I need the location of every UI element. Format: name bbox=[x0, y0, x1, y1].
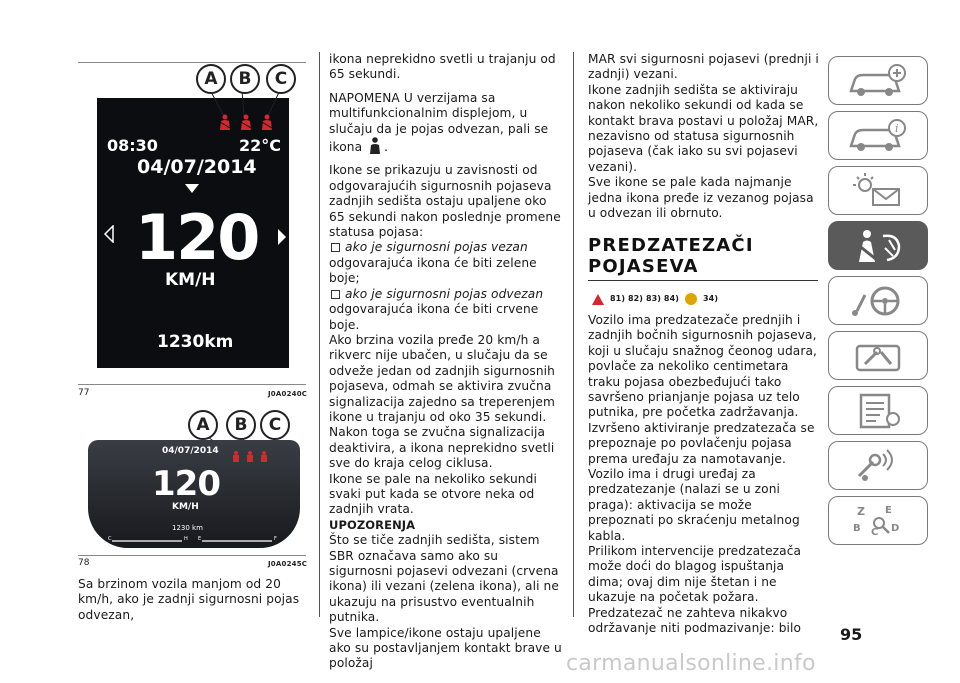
steering-wheel-icon bbox=[843, 281, 913, 321]
index-letter-z: Z bbox=[857, 504, 865, 518]
tab-emergency[interactable] bbox=[828, 331, 928, 380]
tab-multimedia[interactable] bbox=[828, 441, 928, 490]
figure-77-display bbox=[97, 98, 289, 368]
index-letter-b: B bbox=[853, 522, 861, 534]
col2-paragraph-4: Ako brzina vozila pređe 20 km/h a rikverc nije ubačen, u slučaju da se odveže jedan od zadnjih sigurnosnih pojaseva, odmah se aktivira zvučna signalizacija zajedno sa treperenjem ikone u trajanju od oko 35 sekundi. Nakon toga se zvučna signalizacija deaktivira, a ikona neprekidno svetli sve do kraja celog ciklusa. bbox=[329, 332, 555, 471]
col3-paragraph-8: Predzatezač ne zahteva nikakvo održavanje niti podmazivanje: bilo bbox=[588, 605, 802, 635]
bullet-square-icon bbox=[331, 290, 340, 299]
danger-triangle-icon bbox=[592, 294, 604, 305]
tools-icon bbox=[843, 336, 913, 376]
figure-77-number: 77 bbox=[78, 388, 90, 398]
figure-78-caption-rule bbox=[78, 555, 306, 556]
car-warning-icon bbox=[843, 116, 913, 156]
display-odometer: 1230km bbox=[157, 332, 234, 352]
bullet-2-text: odgovarajuća ikona će biti crvene boje. bbox=[329, 302, 539, 332]
col3-paragraph-2: Ikone zadnjih sedišta se aktiviraju nakon nekoliko sekundi od kada se kontakt brava postavi u položaj MAR, nezavisno od statusa sigurnosnih pojaseva (čak iako su svi pojasevi vezani). bbox=[588, 82, 819, 174]
display-speed: 120 bbox=[135, 201, 259, 274]
figure-78-label-c: C bbox=[260, 410, 290, 440]
caution-icon bbox=[685, 293, 697, 305]
figure-77-label-c: C bbox=[266, 64, 296, 94]
index-letter-d: D bbox=[891, 522, 900, 534]
display-78-speed-unit: KM/H bbox=[172, 502, 199, 512]
col2-note bbox=[329, 91, 565, 156]
display-78-odometer: 1230 km bbox=[172, 524, 203, 532]
menu-down-arrow-icon bbox=[185, 184, 199, 193]
tab-driving[interactable] bbox=[828, 276, 928, 325]
rear-belt-icons-78 bbox=[232, 448, 272, 467]
tab-car-info[interactable] bbox=[828, 56, 928, 105]
figure-78-label-a: A bbox=[188, 410, 218, 440]
rear-belt-icon-c bbox=[261, 114, 273, 134]
col1-paragraph: Sa brzinom vozila manjom od 20 km/h, ako je zadnji sigurnosni pojas odvezan, bbox=[78, 577, 300, 622]
figure-78-code: J0A0245C bbox=[268, 560, 308, 568]
figure-78-label-b: B bbox=[226, 410, 256, 440]
figure-77-code: J0A0240C bbox=[268, 390, 308, 398]
tab-car-warning[interactable] bbox=[828, 111, 928, 160]
col3-paragraph-5: Izvršeno aktiviranje predzatezača se prepoznaje po povlačenju pojasa prema uređaju za namotavanje. bbox=[588, 420, 815, 466]
figure-77-label-a: A bbox=[196, 64, 226, 94]
warning-1: Što se tiče zadnjih sedišta, sistem SBR označava samo ako su sigurnosni pojasevi odvezani (crvena ikona) ili vezani (zelena ikona), ali ne ukazuju na prisustvo eventualnih putnika. bbox=[329, 533, 559, 625]
tab-lights-mail[interactable] bbox=[828, 166, 928, 215]
gauge-c-label: C bbox=[108, 536, 112, 542]
col3-paragraph-3: Sve ikone se pale kada najmanje jedna ikona pređe iz vezanog pojasa u odvezan ili obrnuto. bbox=[588, 175, 814, 221]
warnings-heading: UPOZORENJA bbox=[329, 517, 416, 532]
rear-belt-icon-a bbox=[219, 114, 231, 134]
column-1-text bbox=[78, 577, 313, 623]
column-divider-1 bbox=[319, 52, 320, 617]
index-letter-e: E bbox=[885, 504, 892, 516]
seatbelt-airbag-icon bbox=[843, 226, 913, 266]
section-title-line-2: POJASEVA bbox=[588, 256, 699, 278]
rear-belt-icon-b bbox=[240, 114, 252, 134]
display-speed-unit: KM/H bbox=[165, 270, 216, 290]
figure-77-label-b: B bbox=[230, 64, 260, 94]
display-78-date: 04/07/2014 bbox=[162, 446, 219, 456]
chapter-tabs bbox=[828, 56, 928, 551]
fuel-gauge-bar bbox=[202, 540, 272, 542]
column-2-text bbox=[329, 52, 565, 672]
page-number: 95 bbox=[840, 625, 863, 644]
column-3-text bbox=[588, 52, 820, 636]
multimedia-icon bbox=[843, 446, 913, 486]
col3-paragraph-7: Prilikom intervencije predzatezača može doći do blagog ispuštanja dima; ovaj dim nije štetan i ne ukazuje na početak požara. bbox=[588, 543, 802, 605]
display-date: 04/07/2014 bbox=[137, 156, 257, 178]
tab-technical-data[interactable] bbox=[828, 386, 928, 435]
index-letter-c: C bbox=[871, 526, 879, 538]
display-78-speed: 120 bbox=[152, 464, 220, 504]
col3-paragraph-1: MAR svi sigurnosni pojasevi (prednji i zadnji) vezani. bbox=[588, 52, 819, 82]
index-letters-icon bbox=[843, 501, 913, 541]
figure-78-number: 78 bbox=[78, 558, 90, 568]
figure-77-caption-rule bbox=[78, 384, 306, 385]
column-divider-2 bbox=[573, 52, 574, 617]
bullet-2-title: ako je sigurnosni pojas odvezan bbox=[345, 286, 544, 301]
danger-refs: 81) 82) 83) 84) bbox=[610, 294, 680, 304]
bullet-belt-fastened bbox=[329, 240, 565, 255]
warning-2: Sve lampice/ikone ostaju upaljene ako su postavljanjem kontakt brave u položaj bbox=[329, 625, 562, 671]
section-title-line-1: PREDZATEZAČI bbox=[588, 235, 754, 257]
col3-paragraph-4: Vozilo ima predzatezače prednjih i zadnjih bočnih sigurnosnih pojaseva, koji u slučaju snažnog čeonog udara, povlače za nekoliko centimetara traku pojasa obezbeđujući tako savršeno prianjanje pojasa uz telo putnika, pre početka zadržavanja. bbox=[588, 312, 817, 420]
left-arrow-icon bbox=[103, 226, 111, 242]
car-info-icon bbox=[843, 61, 913, 101]
gauge-e-label: E bbox=[198, 536, 202, 542]
spec-sheet-icon bbox=[843, 391, 913, 431]
col2-paragraph-5: Ikone se pale na nekoliko sekundi svaki put kada se otvore neka od zadnjih vrata. bbox=[329, 471, 537, 517]
lights-mail-icon bbox=[843, 171, 913, 211]
gauge-f-label: F bbox=[274, 536, 277, 542]
bullet-belt-unfastened bbox=[329, 287, 565, 302]
col2-paragraph-3: Ikone se prikazuju u zavisnosti od odgovarajućih sigurnosnih pojaseva zadnjih sedišta ostaju upaljene oko 65 sekundi nakon poslednje promene statusa pojasa: bbox=[329, 163, 561, 240]
col2-note-text: NAPOMENA U verzijama sa multifunkcionalnim displejom, u slučaju da je pojas odvezan, pali se ikona bbox=[329, 90, 549, 155]
display-time: 08:30 bbox=[107, 136, 158, 155]
col2-paragraph-1: ikona neprekidno svetli u trajanju od 65 sekundi. bbox=[329, 52, 556, 82]
bullet-1-title: ako je sigurnosni pojas vezan bbox=[345, 240, 528, 255]
gauge-h-label: H bbox=[184, 536, 188, 542]
col3-paragraph-6: Vozilo ima i drugi uređaj za predzatezanje (nalazi se u zoni praga): aktivacija se može prepoznati po skraćenju metalnog kabla. bbox=[588, 466, 800, 543]
display-temperature: 22°C bbox=[238, 136, 281, 155]
reference-markers bbox=[592, 291, 820, 306]
section-title-pretensioners bbox=[588, 235, 818, 281]
tab-index[interactable] bbox=[828, 496, 928, 545]
seatbelt-person-icon bbox=[368, 137, 382, 155]
bullet-1-text: odgovarajuća ikona će biti zelene boje; bbox=[329, 255, 537, 286]
col2-note-end: . bbox=[384, 140, 389, 155]
tab-safety[interactable] bbox=[828, 221, 928, 270]
svg-text:i: i bbox=[895, 121, 899, 135]
caution-refs: 34) bbox=[703, 294, 719, 304]
temp-gauge-bar bbox=[112, 540, 182, 542]
bullet-square-icon bbox=[331, 243, 340, 252]
watermark: carmanualsonline.info bbox=[566, 651, 816, 676]
